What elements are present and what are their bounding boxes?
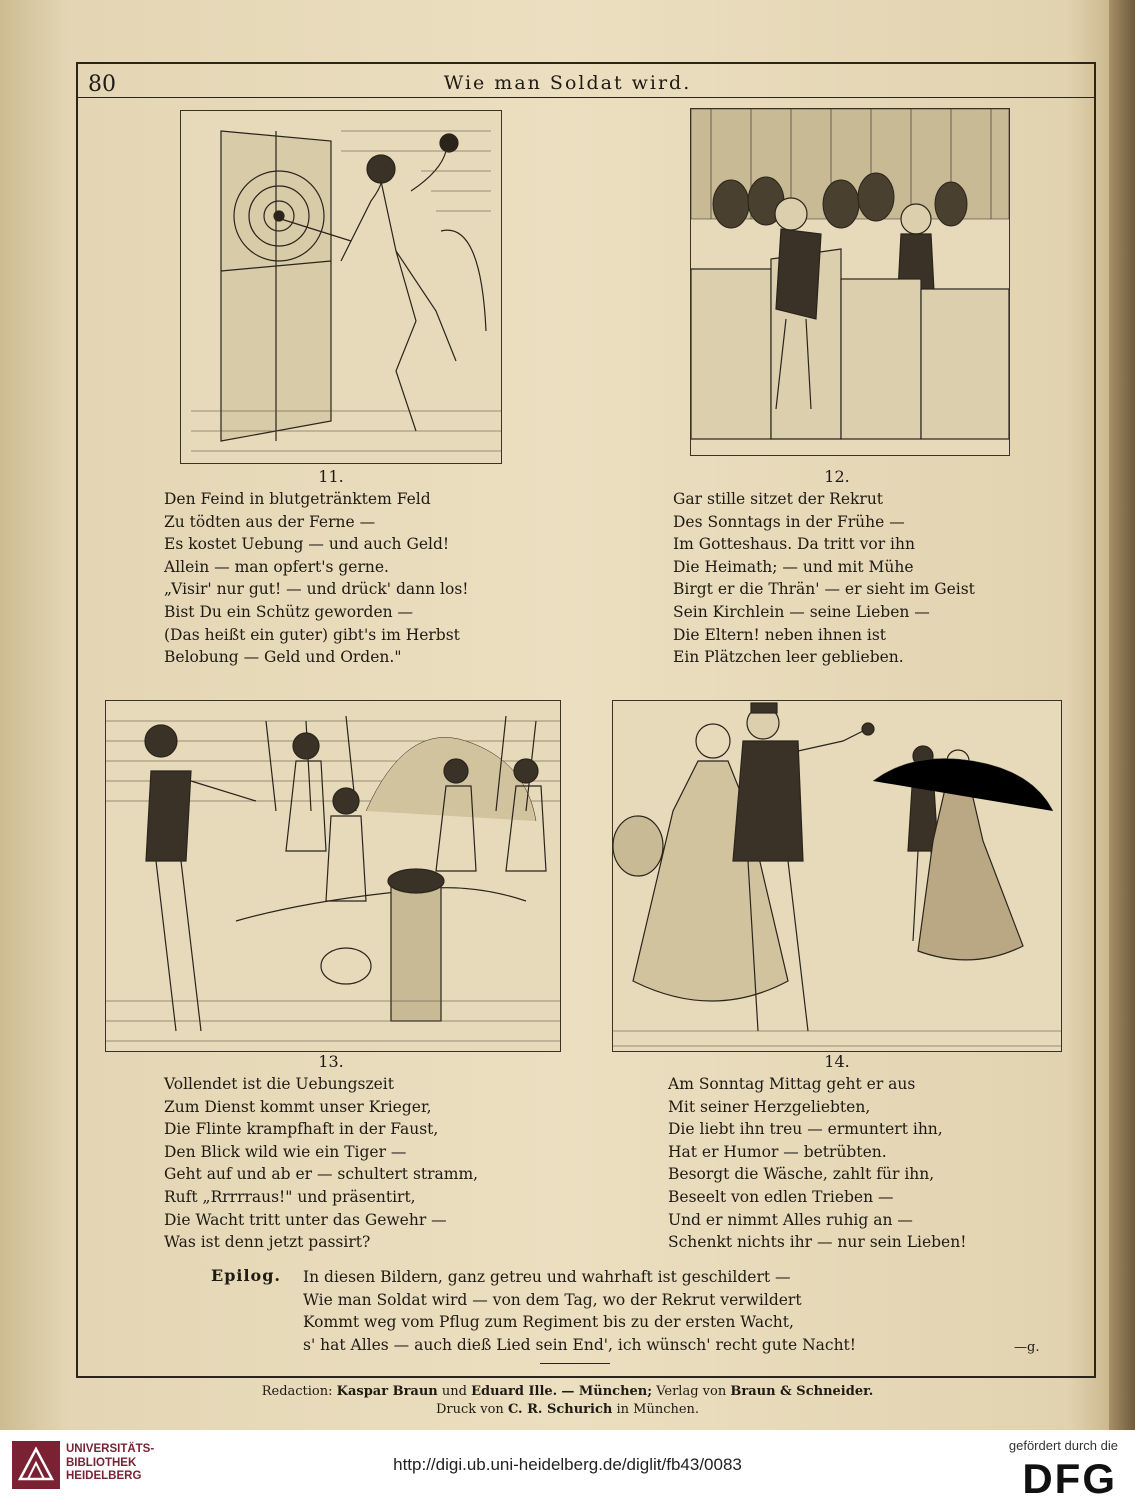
verse-line: Den Feind in blutgetränktem Feld [164,490,431,508]
verse-line: Geht auf und ab er — schultert stramm, [164,1165,479,1184]
illustration-12 [690,108,1010,456]
verse-line: Birgt er die Thrän' — er sieht im Geist [673,580,975,599]
author-signature: —g. [1014,1340,1040,1355]
verse-line: Hat er Humor — betrübten. [668,1142,887,1161]
editor-1: Kaspar Braun [336,1384,438,1399]
dfg-logo[interactable]: DFG [1022,1455,1117,1502]
caption-number-14: 14. [824,1052,850,1071]
verse-line: Schenkt nichts ihr — nur sein Lieben! [668,1233,967,1252]
permalink-url[interactable]: http://digi.ub.uni-heidelberg.de/diglit/fb43/0083 [393,1455,742,1474]
verse-line: Beseelt von edlen Trieben — [668,1187,894,1206]
epilog-line: In diesen Bildern, ganz getreu und wahrhaft ist geschildert — [303,1268,791,1286]
caption-number-11: 11. [318,467,344,486]
editor-2: Eduard Ille. [471,1384,558,1399]
verse-line: Besorgt die Wäsche, zahlt für ihn, [668,1165,935,1184]
marksman-target-engraving [181,111,501,463]
print-label: Druck von [435,1402,504,1417]
imprint [0,1383,1135,1419]
book-spine-edge [1109,0,1135,1430]
epilog-line: s' hat Alles — auch dieß Lied sein End', ich wünsch' recht gute Nacht! [303,1335,857,1354]
caption-number-13: 13. [318,1052,344,1071]
verse-line: Des Sonntags in der Frühe — [673,512,905,531]
library-name-line: BIBLIOTHEK [66,1456,137,1469]
running-title: Wie man Soldat wird. [443,72,692,94]
verse-line: Zum Dienst kommt unser Krieger, [164,1097,432,1116]
publisher-label: Verlag von [656,1384,727,1399]
verse-line: Sein Kirchlein — seine Lieben — [673,602,930,621]
illustration-13 [105,700,561,1052]
imprint-line-1 [0,1383,1135,1401]
header-rule [76,97,1094,98]
verse-line: Die liebt ihn treu — ermuntert ihn, [668,1120,943,1139]
verse-line: „Visir' nur gut! — und drück' dann los! [164,580,469,599]
verse-line: Die Wacht tritt unter das Gewehr — [164,1210,447,1229]
verse-line: Ein Plätzchen leer geblieben. [673,648,904,667]
library-name-line: UNIVERSITÄTS- [66,1443,155,1455]
epilog-label: Epilog. [211,1266,281,1285]
illustration-14 [612,700,1062,1052]
illustration-11 [180,110,502,464]
epilog-line: Wie man Soldat wird — von dem Tag, wo der Rekrut verwildert [303,1290,802,1309]
funded-by-label: gefördert durch die [1008,1438,1118,1453]
verse-line: Bist Du ein Schütz geworden — [164,602,414,621]
verse-line: Mit seiner Herzgeliebten, [668,1097,871,1116]
verse-11 [164,488,469,669]
verse-line: Vollendet ist die Uebungszeit [164,1075,394,1093]
publisher-name: Braun & Schneider. [730,1384,874,1399]
verse-line: Am Sonntag Mittag geht er aus [668,1075,916,1093]
verse-line: Zu tödten aus der Ferne — [164,512,376,531]
viewer-footer [0,1430,1135,1507]
print-city: in München. [616,1402,700,1417]
closing-rule [540,1363,610,1364]
verse-line: Ruft „Rrrrraus!" und präsentirt, [164,1187,416,1206]
imprint-and: und [441,1384,467,1399]
verse-line: Allein — man opfert's gerne. [164,557,389,576]
library-name-line: HEIDELBERG [66,1470,142,1482]
verse-line: Im Gotteshaus. Da tritt vor ihn [673,535,915,554]
epilog-verse [303,1266,856,1356]
redaction-label: Redaction: [261,1384,333,1399]
verse-line: Belobung — Geld und Orden." [164,648,402,667]
church-pew-engraving [691,109,1009,455]
epilog-line: Kommt weg vom Pflug zum Regiment bis zu der ersten Wacht, [303,1313,794,1332]
page-number: 80 [88,72,116,97]
printer-name: C. R. Schurich [507,1402,613,1417]
verse-line: Gar stille sitzet der Rekrut [673,490,884,508]
imprint-line-2 [0,1401,1135,1419]
verse-12 [673,488,975,669]
verse-line: Die Eltern! neben ihnen ist [673,625,887,644]
verse-14 [668,1073,966,1254]
verse-line: (Das heißt ein guter) gibt's im Herbst [164,625,460,644]
verse-line: Die Flinte krampfhaft in der Faust, [164,1120,439,1139]
verse-line: Den Blick wild wie ein Tiger — [164,1142,407,1161]
verse-line: Die Heimath; — und mit Mühe [673,557,914,576]
verse-line: Was ist denn jetzt passirt? [164,1233,371,1252]
caption-number-12: 12. [824,467,850,486]
verse-13 [164,1073,478,1254]
imprint-city: — München; [561,1384,653,1399]
guard-duty-engraving [106,701,560,1051]
verse-line: Es kostet Uebung — und auch Geld! [164,535,450,554]
sunday-walk-engraving [613,701,1061,1051]
verse-line: Und er nimmt Alles ruhig an — [668,1210,913,1229]
